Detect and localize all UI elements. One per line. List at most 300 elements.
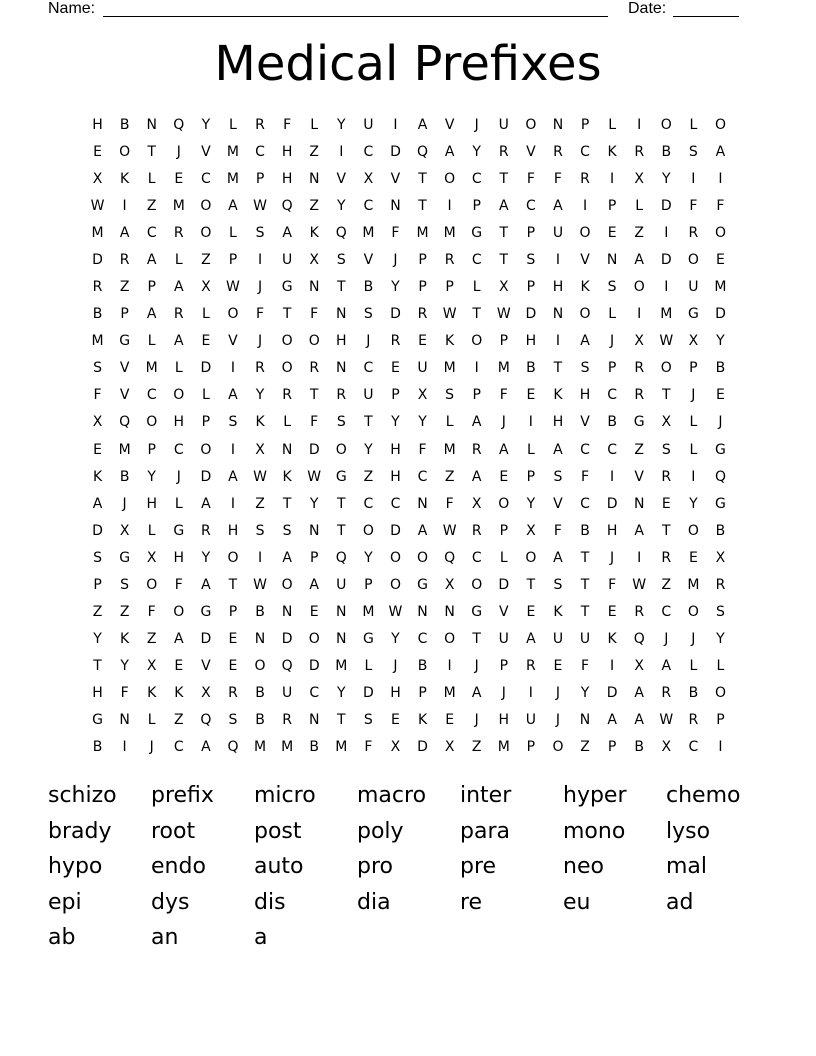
grid-letter[interactable]: E xyxy=(309,604,319,621)
grid-letter[interactable]: F xyxy=(581,658,590,675)
grid-letter[interactable]: E xyxy=(607,604,617,621)
grid-letter[interactable]: C xyxy=(471,251,482,268)
grid-letter[interactable]: E xyxy=(607,224,617,241)
grid-letter[interactable]: V xyxy=(499,604,509,621)
grid-letter[interactable]: Q xyxy=(227,739,239,756)
grid-letter[interactable]: D xyxy=(390,143,401,160)
grid-letter[interactable]: S xyxy=(363,306,373,323)
grid-letter[interactable]: L xyxy=(201,387,210,404)
grid-letter[interactable]: O xyxy=(173,604,185,621)
grid-letter[interactable]: C xyxy=(146,224,157,241)
grid-letter[interactable]: O xyxy=(579,224,591,241)
grid-letter[interactable]: H xyxy=(525,333,537,350)
grid-letter[interactable]: W xyxy=(307,468,322,485)
grid-letter[interactable]: V xyxy=(580,414,590,431)
grid-letter[interactable]: Y xyxy=(364,549,373,566)
grid-letter[interactable]: F xyxy=(526,170,535,187)
grid-letter[interactable]: B xyxy=(255,712,265,729)
grid-letter[interactable]: D xyxy=(200,360,212,377)
grid-letter[interactable]: V xyxy=(444,116,455,133)
grid-letter[interactable]: J xyxy=(474,712,479,729)
grid-letter[interactable]: W xyxy=(90,197,105,214)
grid-letter[interactable]: N xyxy=(552,116,564,133)
grid-letter[interactable]: B xyxy=(715,360,726,377)
grid-letter[interactable]: X xyxy=(92,170,103,187)
grid-letter[interactable]: W xyxy=(253,197,267,214)
grid-letter[interactable]: M xyxy=(253,739,267,756)
grid-letter[interactable]: L xyxy=(364,658,373,675)
grid-letter[interactable]: O xyxy=(633,279,645,296)
grid-letter[interactable]: Z xyxy=(173,712,184,729)
grid-letter[interactable]: P xyxy=(391,387,400,404)
grid-letter[interactable]: O xyxy=(687,522,699,539)
grid-letter[interactable]: E xyxy=(93,441,102,458)
grid-letter[interactable]: I xyxy=(230,441,236,458)
grid-letter[interactable]: Y xyxy=(716,333,725,350)
grid-letter[interactable]: H xyxy=(390,685,401,702)
grid-letter[interactable]: C xyxy=(390,495,401,512)
grid-letter[interactable]: I xyxy=(339,143,344,160)
grid-letter[interactable]: A xyxy=(174,333,184,350)
grid-letter[interactable]: A xyxy=(228,387,238,404)
grid-letter[interactable]: Q xyxy=(200,712,212,729)
grid-letter[interactable]: G xyxy=(471,604,483,621)
grid-letter[interactable]: P xyxy=(716,712,725,729)
grid-letter[interactable]: O xyxy=(417,549,429,566)
grid-letter[interactable]: Z xyxy=(201,251,211,268)
grid-letter[interactable]: S xyxy=(553,468,563,485)
grid-letter[interactable]: T xyxy=(472,306,481,323)
grid-letter[interactable]: T xyxy=(309,387,319,404)
grid-letter[interactable]: H xyxy=(498,712,510,729)
grid-letter[interactable]: U xyxy=(363,387,374,404)
grid-letter[interactable]: U xyxy=(281,685,293,702)
grid-letter[interactable]: W xyxy=(253,576,267,593)
grid-letter[interactable]: Q xyxy=(444,549,456,566)
grid-letter[interactable]: G xyxy=(633,414,645,431)
grid-letter[interactable]: J xyxy=(149,739,154,756)
grid-letter[interactable]: X xyxy=(201,279,211,296)
grid-letter[interactable]: O xyxy=(579,306,591,323)
grid-letter[interactable]: R xyxy=(580,170,590,187)
grid-letter[interactable]: M xyxy=(687,576,700,593)
grid-letter[interactable]: P xyxy=(499,333,509,350)
grid-letter[interactable]: Z xyxy=(471,739,482,756)
grid-letter[interactable]: S xyxy=(93,549,102,566)
grid-letter[interactable]: F xyxy=(310,414,319,431)
grid-letter[interactable]: H xyxy=(281,170,293,187)
grid-letter[interactable]: M xyxy=(497,739,510,756)
grid-letter[interactable]: D xyxy=(660,197,672,214)
grid-letter[interactable]: A xyxy=(526,631,536,648)
grid-letter[interactable]: P xyxy=(472,387,481,404)
grid-letter[interactable]: T xyxy=(147,143,156,160)
grid-letter[interactable]: R xyxy=(173,306,184,323)
grid-letter[interactable]: K xyxy=(309,224,319,241)
grid-letter[interactable]: P xyxy=(418,251,427,268)
grid-letter[interactable]: G xyxy=(715,441,726,458)
grid-letter[interactable]: N xyxy=(254,631,266,648)
grid-letter[interactable]: Z xyxy=(146,631,157,648)
grid-letter[interactable]: F xyxy=(283,116,292,133)
grid-letter[interactable]: M xyxy=(362,224,375,241)
grid-letter[interactable]: A xyxy=(715,143,726,160)
grid-letter[interactable]: I xyxy=(637,116,642,133)
grid-letter[interactable]: J xyxy=(257,279,263,296)
grid-letter[interactable]: F xyxy=(581,468,590,485)
grid-letter[interactable]: O xyxy=(254,658,266,675)
grid-letter[interactable]: D xyxy=(606,685,618,702)
grid-letter[interactable]: Y xyxy=(201,549,211,566)
grid-letter[interactable]: R xyxy=(173,224,184,241)
grid-letter[interactable]: D xyxy=(281,631,293,648)
grid-letter[interactable]: D xyxy=(362,685,374,702)
grid-letter[interactable]: S xyxy=(445,387,455,404)
grid-letter[interactable]: B xyxy=(607,414,617,431)
grid-letter[interactable]: X xyxy=(390,739,401,756)
grid-letter[interactable]: P xyxy=(228,604,238,621)
grid-letter[interactable]: A xyxy=(174,279,184,296)
grid-letter[interactable]: F xyxy=(418,441,427,458)
grid-letter[interactable]: P xyxy=(147,279,156,296)
grid-letter[interactable]: E xyxy=(174,658,184,675)
grid-letter[interactable]: O xyxy=(714,685,726,702)
grid-letter[interactable]: P xyxy=(255,170,265,187)
grid-letter[interactable]: K xyxy=(120,631,130,648)
grid-letter[interactable]: O xyxy=(146,576,158,593)
grid-letter[interactable]: R xyxy=(498,143,509,160)
grid-letter[interactable]: Y xyxy=(364,441,373,458)
grid-letter[interactable]: N xyxy=(336,604,347,621)
grid-letter[interactable]: F xyxy=(445,495,454,512)
grid-letter[interactable]: N xyxy=(552,306,564,323)
grid-letter[interactable]: A xyxy=(553,441,563,458)
grid-letter[interactable]: I xyxy=(691,170,696,187)
grid-letter[interactable]: T xyxy=(418,197,427,214)
grid-letter[interactable]: P xyxy=(607,360,617,377)
grid-letter[interactable]: A xyxy=(282,224,292,241)
grid-letter[interactable]: Y xyxy=(662,170,671,187)
grid-letter[interactable]: T xyxy=(418,170,427,187)
grid-letter[interactable]: Y xyxy=(472,143,481,160)
grid-letter[interactable]: K xyxy=(255,414,265,431)
grid-letter[interactable]: T xyxy=(472,631,481,648)
grid-letter[interactable]: L xyxy=(689,658,698,675)
grid-letter[interactable]: E xyxy=(526,387,536,404)
grid-letter[interactable]: A xyxy=(471,468,482,485)
grid-letter[interactable]: F xyxy=(256,306,265,323)
grid-letter[interactable]: W xyxy=(659,712,674,729)
grid-letter[interactable]: S xyxy=(580,360,590,377)
grid-letter[interactable]: A xyxy=(444,143,455,160)
grid-letter[interactable]: B xyxy=(715,522,726,539)
grid-letter[interactable]: O xyxy=(281,360,293,377)
grid-letter[interactable]: X xyxy=(119,522,130,539)
grid-letter[interactable]: K xyxy=(553,604,563,621)
grid-letter[interactable]: P xyxy=(689,360,698,377)
grid-letter[interactable]: C xyxy=(471,549,482,566)
grid-letter[interactable]: A xyxy=(146,306,157,323)
grid-letter[interactable]: T xyxy=(553,360,563,377)
grid-letter[interactable]: K xyxy=(174,685,184,702)
grid-letter[interactable]: R xyxy=(688,712,699,729)
grid-letter[interactable]: M xyxy=(443,224,456,241)
grid-letter[interactable]: T xyxy=(337,279,346,296)
grid-letter[interactable]: V xyxy=(390,170,401,187)
grid-letter[interactable]: P xyxy=(418,279,427,296)
grid-letter[interactable]: S xyxy=(255,224,265,241)
grid-letter[interactable]: D xyxy=(390,522,401,539)
grid-letter[interactable]: N xyxy=(308,279,320,296)
grid-letter[interactable]: X xyxy=(634,333,644,350)
grid-letter[interactable]: O xyxy=(389,549,401,566)
grid-letter[interactable]: G xyxy=(362,631,374,648)
grid-letter[interactable]: K xyxy=(607,631,617,648)
grid-letter[interactable]: I xyxy=(474,360,479,377)
grid-letter[interactable]: A xyxy=(634,712,644,729)
grid-letter[interactable]: N xyxy=(417,604,428,621)
grid-letter[interactable]: A xyxy=(309,576,319,593)
grid-letter[interactable]: G xyxy=(281,279,293,296)
grid-letter[interactable]: J xyxy=(718,414,723,431)
grid-letter[interactable]: Q xyxy=(633,631,645,648)
grid-letter[interactable]: L xyxy=(608,116,617,133)
grid-letter[interactable]: K xyxy=(282,468,292,485)
grid-letter[interactable]: V xyxy=(119,360,130,377)
grid-letter[interactable]: S xyxy=(93,360,102,377)
grid-letter[interactable]: J xyxy=(610,333,615,350)
grid-letter[interactable]: B xyxy=(119,116,130,133)
grid-letter[interactable]: I xyxy=(528,685,533,702)
grid-letter[interactable]: G xyxy=(471,224,483,241)
grid-letter[interactable]: A xyxy=(607,712,617,729)
grid-letter[interactable]: R xyxy=(553,143,563,160)
grid-letter[interactable]: Z xyxy=(661,576,672,593)
grid-letter[interactable]: S xyxy=(716,604,725,621)
grid-letter[interactable]: J xyxy=(366,333,371,350)
grid-letter[interactable]: J xyxy=(555,685,561,702)
grid-letter[interactable]: T xyxy=(364,414,373,431)
grid-letter[interactable]: R xyxy=(309,360,320,377)
grid-letter[interactable]: F xyxy=(391,224,400,241)
grid-letter[interactable]: S xyxy=(228,414,238,431)
grid-letter[interactable]: A xyxy=(228,197,238,214)
grid-letter[interactable]: M xyxy=(443,441,456,458)
grid-letter[interactable]: R xyxy=(471,522,482,539)
grid-letter[interactable]: J xyxy=(257,333,263,350)
grid-letter[interactable]: R xyxy=(444,251,455,268)
grid-letter[interactable]: R xyxy=(526,658,536,675)
grid-letter[interactable]: B xyxy=(255,685,265,702)
grid-letter[interactable]: O xyxy=(362,522,374,539)
grid-letter[interactable]: Y xyxy=(580,685,590,702)
grid-letter[interactable]: E xyxy=(553,658,563,675)
grid-letter[interactable]: E xyxy=(716,387,725,404)
grid-letter[interactable]: A xyxy=(634,251,644,268)
grid-letter[interactable]: I xyxy=(393,116,398,133)
grid-letter[interactable]: I xyxy=(718,170,723,187)
grid-letter[interactable]: G xyxy=(119,333,131,350)
grid-letter[interactable]: S xyxy=(553,576,563,593)
grid-letter[interactable]: S xyxy=(228,712,238,729)
grid-letter[interactable]: H xyxy=(173,549,185,566)
grid-letter[interactable]: T xyxy=(580,604,590,621)
grid-letter[interactable]: P xyxy=(607,197,617,214)
grid-letter[interactable]: M xyxy=(660,306,673,323)
grid-letter[interactable]: A xyxy=(174,631,184,648)
grid-letter[interactable]: Y xyxy=(309,495,319,512)
grid-letter[interactable]: L xyxy=(472,279,481,296)
grid-letter[interactable]: A xyxy=(634,522,644,539)
grid-letter[interactable]: X xyxy=(201,685,211,702)
grid-letter[interactable]: E xyxy=(661,495,671,512)
grid-letter[interactable]: O xyxy=(119,143,131,160)
grid-letter[interactable]: E xyxy=(174,170,184,187)
grid-letter[interactable]: I xyxy=(664,279,669,296)
grid-letter[interactable]: C xyxy=(471,170,482,187)
grid-letter[interactable]: I xyxy=(230,360,236,377)
grid-letter[interactable]: U xyxy=(579,631,591,648)
grid-letter[interactable]: T xyxy=(228,576,238,593)
grid-letter[interactable]: U xyxy=(498,631,509,648)
grid-letter[interactable]: G xyxy=(119,549,131,566)
grid-letter[interactable]: N xyxy=(444,604,455,621)
grid-letter[interactable]: X xyxy=(309,251,319,268)
grid-letter[interactable]: O xyxy=(444,170,456,187)
grid-letter[interactable]: V xyxy=(634,468,644,485)
grid-letter[interactable]: O xyxy=(308,333,320,350)
grid-letter[interactable]: O xyxy=(281,333,293,350)
grid-letter[interactable]: O xyxy=(308,631,320,648)
grid-letter[interactable]: M xyxy=(362,604,375,621)
grid-letter[interactable]: L xyxy=(608,306,617,323)
grid-letter[interactable]: D xyxy=(200,468,212,485)
grid-letter[interactable]: D xyxy=(308,441,320,458)
grid-letter[interactable]: O xyxy=(660,116,672,133)
grid-letter[interactable]: G xyxy=(715,495,726,512)
grid-letter[interactable]: Y xyxy=(201,116,211,133)
grid-letter[interactable]: H xyxy=(173,414,185,431)
grid-letter[interactable]: T xyxy=(499,251,509,268)
grid-letter[interactable]: R xyxy=(201,522,211,539)
grid-letter[interactable]: O xyxy=(471,576,483,593)
grid-letter[interactable]: K xyxy=(92,468,103,485)
grid-letter[interactable]: R xyxy=(661,468,672,485)
grid-letter[interactable]: Q xyxy=(119,414,131,431)
grid-letter[interactable]: R xyxy=(634,143,645,160)
grid-letter[interactable]: A xyxy=(499,197,509,214)
grid-letter[interactable]: M xyxy=(145,360,158,377)
grid-letter[interactable]: Q xyxy=(335,549,347,566)
grid-letter[interactable]: F xyxy=(608,576,617,593)
grid-letter[interactable]: R xyxy=(634,360,645,377)
grid-letter[interactable]: X xyxy=(444,576,455,593)
grid-letter[interactable]: C xyxy=(580,495,590,512)
grid-letter[interactable]: C xyxy=(255,143,265,160)
grid-letter[interactable]: U xyxy=(336,576,347,593)
grid-letter[interactable]: X xyxy=(634,658,644,675)
grid-letter[interactable]: L xyxy=(689,414,698,431)
grid-letter[interactable]: I xyxy=(637,549,642,566)
grid-letter[interactable]: Z xyxy=(580,739,590,756)
grid-letter[interactable]: D xyxy=(92,251,103,268)
grid-letter[interactable]: C xyxy=(363,197,374,214)
grid-letter[interactable]: U xyxy=(525,712,536,729)
grid-letter[interactable]: T xyxy=(662,522,671,539)
grid-letter[interactable]: Q xyxy=(173,116,185,133)
grid-letter[interactable]: M xyxy=(335,658,348,675)
grid-letter[interactable]: J xyxy=(501,414,506,431)
grid-letter[interactable]: R xyxy=(282,712,292,729)
grid-letter[interactable]: K xyxy=(553,387,563,404)
grid-letter[interactable]: M xyxy=(443,360,456,377)
grid-letter[interactable]: O xyxy=(146,414,158,431)
grid-letter[interactable]: N xyxy=(390,197,401,214)
grid-letter[interactable]: I xyxy=(447,658,452,675)
grid-letter[interactable]: F xyxy=(553,170,562,187)
grid-letter[interactable]: Z xyxy=(119,279,130,296)
grid-letter[interactable]: O xyxy=(200,197,212,214)
grid-letter[interactable]: F xyxy=(716,197,725,214)
grid-letter[interactable]: X xyxy=(688,333,699,350)
grid-letter[interactable]: L xyxy=(147,522,156,539)
grid-letter[interactable]: U xyxy=(281,251,293,268)
grid-letter[interactable]: B xyxy=(526,360,536,377)
grid-letter[interactable]: G xyxy=(200,604,212,621)
grid-letter[interactable]: M xyxy=(118,441,131,458)
grid-letter[interactable]: E xyxy=(201,333,211,350)
grid-letter[interactable]: F xyxy=(93,387,102,404)
grid-letter[interactable]: K xyxy=(580,279,590,296)
grid-letter[interactable]: X xyxy=(661,414,672,431)
grid-letter[interactable]: U xyxy=(688,279,699,296)
grid-letter[interactable]: T xyxy=(499,170,509,187)
grid-letter[interactable]: C xyxy=(146,387,157,404)
grid-letter[interactable]: M xyxy=(497,360,510,377)
grid-letter[interactable]: N xyxy=(606,251,618,268)
grid-letter[interactable]: I xyxy=(122,739,127,756)
grid-letter[interactable]: P xyxy=(418,685,427,702)
grid-letter[interactable]: E xyxy=(418,333,427,350)
grid-letter[interactable]: H xyxy=(146,495,157,512)
grid-letter[interactable]: R xyxy=(417,306,428,323)
grid-letter[interactable]: B xyxy=(634,739,644,756)
grid-letter[interactable]: C xyxy=(607,387,617,404)
grid-letter[interactable]: E xyxy=(526,604,536,621)
grid-letter[interactable]: V xyxy=(228,333,238,350)
grid-letter[interactable]: H xyxy=(552,279,564,296)
grid-letter[interactable]: N xyxy=(308,712,320,729)
grid-letter[interactable]: L xyxy=(283,414,292,431)
grid-letter[interactable]: A xyxy=(228,468,238,485)
grid-letter[interactable]: N xyxy=(336,306,347,323)
grid-letter[interactable]: L xyxy=(310,116,319,133)
grid-letter[interactable]: H xyxy=(390,441,401,458)
grid-letter[interactable]: X xyxy=(92,414,103,431)
grid-letter[interactable]: G xyxy=(417,576,428,593)
grid-letter[interactable]: J xyxy=(664,631,669,648)
grid-letter[interactable]: Y xyxy=(255,387,265,404)
grid-letter[interactable]: F xyxy=(689,197,698,214)
grid-letter[interactable]: J xyxy=(176,468,181,485)
grid-letter[interactable]: G xyxy=(173,522,185,539)
grid-letter[interactable]: O xyxy=(173,387,185,404)
grid-letter[interactable]: O xyxy=(227,549,239,566)
grid-letter[interactable]: T xyxy=(93,658,102,675)
grid-letter[interactable]: T xyxy=(337,495,346,512)
grid-letter[interactable]: O xyxy=(335,441,347,458)
grid-letter[interactable]: P xyxy=(147,441,156,458)
